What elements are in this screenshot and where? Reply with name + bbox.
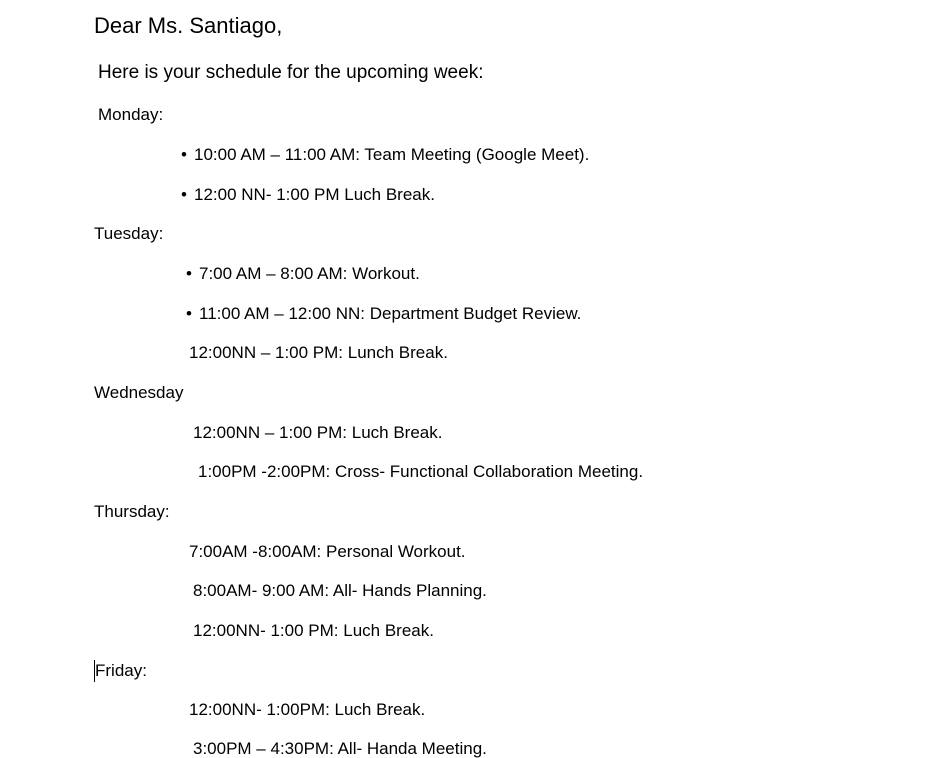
day-heading-thursday: Thursday: (94, 502, 170, 521)
greeting: Dear Ms. Santiago, (94, 13, 283, 38)
list-item (181, 184, 435, 206)
day-heading-tuesday: Tuesday: (94, 224, 164, 243)
schedule-item-text: 3:00PM – 4:30PM: All- Handa Meeting. (193, 739, 487, 758)
intro-text: Here is your schedule for the upcoming week: (98, 62, 484, 83)
day-heading-friday: Friday: (95, 661, 147, 680)
schedule-item-text: 8:00AM- 9:00 AM: All- Hands Planning. (193, 581, 487, 600)
schedule-item-text: 12:00NN- 1:00PM: Luch Break. (189, 700, 426, 719)
list-item (186, 263, 420, 285)
schedule-item-text: 11:00 AM – 12:00 NN: Department Budget Review. (199, 304, 582, 323)
schedule-item-text: 10:00 AM – 11:00 AM: Team Meeting (Google Meet). (194, 145, 590, 164)
schedule-item-text: 12:00NN – 1:00 PM: Lunch Break. (189, 343, 448, 362)
bullet-icon: • (186, 304, 192, 323)
list-item (181, 144, 589, 166)
bullet-icon: • (181, 145, 187, 164)
day-heading-wednesday: Wednesday (94, 383, 184, 402)
schedule-item-text: 12:00NN – 1:00 PM: Luch Break. (193, 423, 443, 442)
day-heading-monday: Monday: (98, 105, 164, 124)
schedule-item-text: 7:00 AM – 8:00 AM: Workout. (199, 264, 420, 283)
schedule-item-text: 12:00 NN- 1:00 PM Luch Break. (194, 185, 435, 204)
schedule-item-text: 1:00PM -2:00PM: Cross- Functional Collaboration Meeting. (198, 462, 644, 481)
bullet-icon: • (186, 264, 192, 283)
schedule-item-text: 7:00AM -8:00AM: Personal Workout. (189, 542, 466, 561)
schedule-item-text: 12:00NN- 1:00 PM: Luch Break. (193, 621, 434, 640)
bullet-icon: • (181, 185, 187, 204)
list-item (186, 303, 581, 325)
